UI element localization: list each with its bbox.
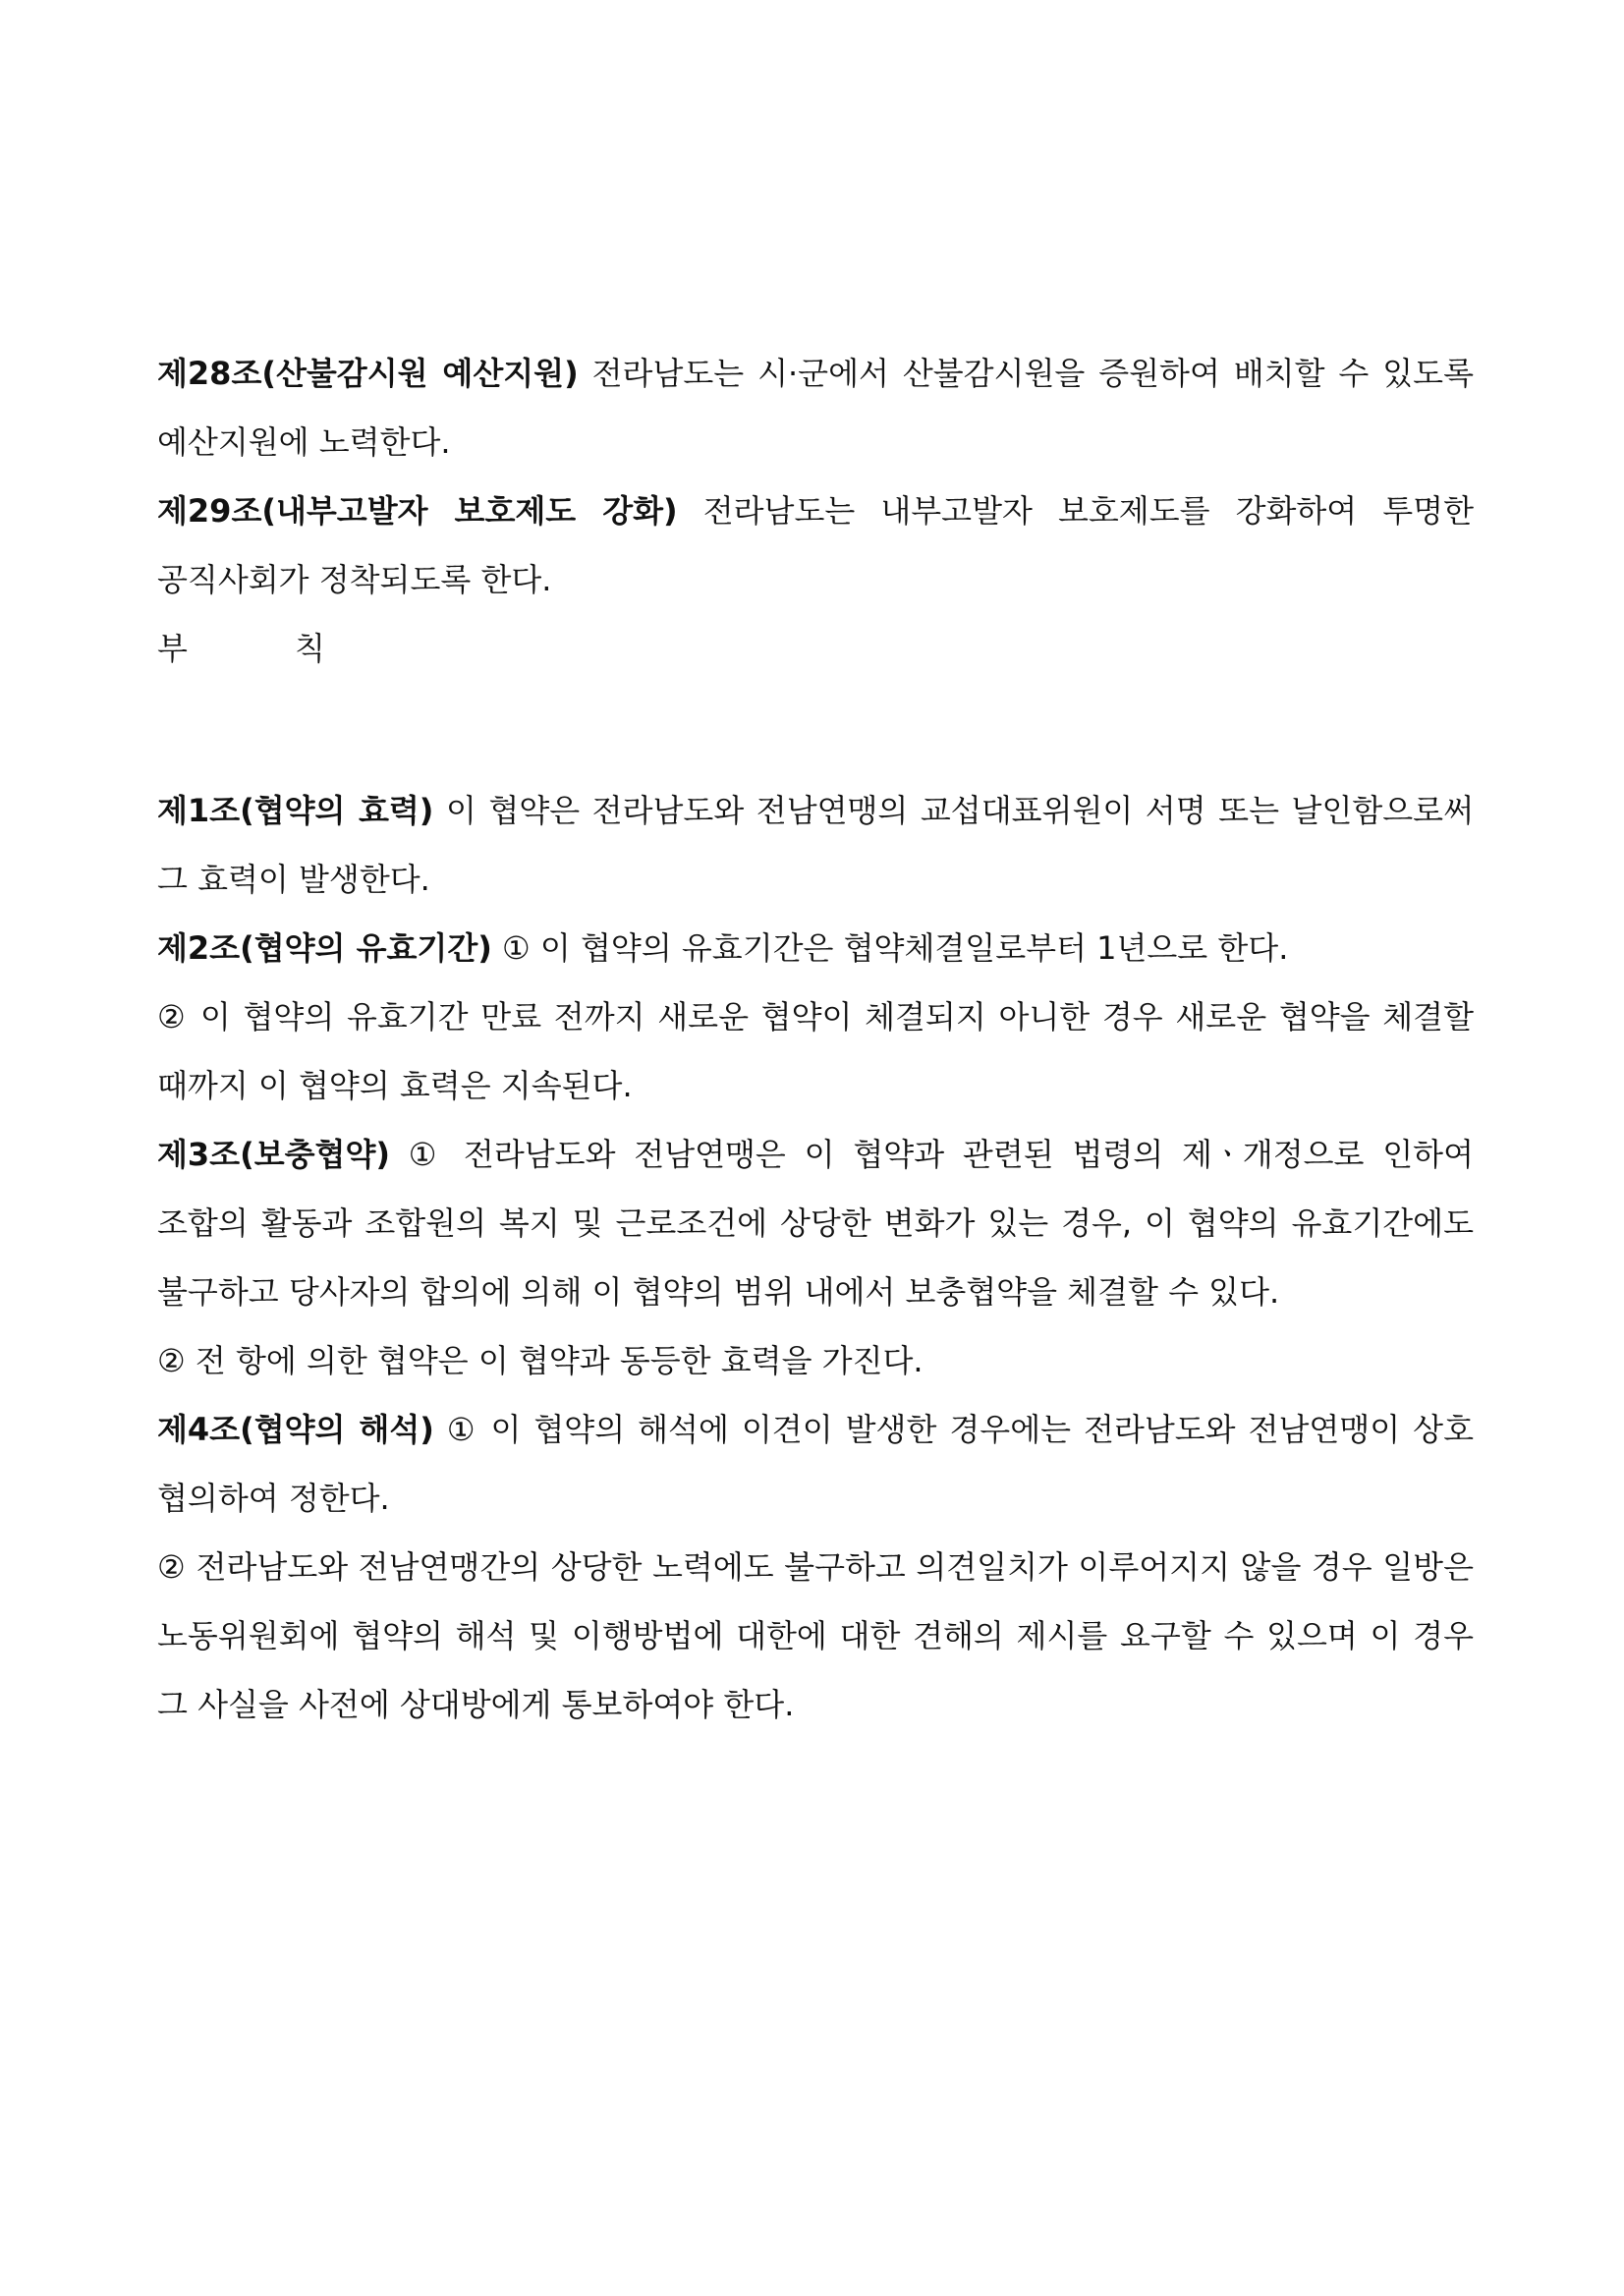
article-29 — [157, 476, 1474, 614]
article-heading: 제3조(보충협약) — [157, 1136, 390, 1173]
supplementary-article-3 — [157, 1120, 1474, 1326]
article-heading: 제4조(협약의 해석) — [157, 1411, 434, 1448]
supplementary-article-3-clause-2: ② 전 항에 의한 협약은 이 협약과 동등한 효력을 가진다. — [157, 1342, 924, 1379]
supplementary-article-4 — [157, 1395, 1474, 1533]
article-text: ① 이 협약의 해석에 이견이 발생한 경우에는 전라남도와 전남연맹이 상호 협의하여 정한다. — [157, 1411, 1474, 1517]
section-title-char-2: 칙 — [295, 630, 325, 667]
article-text: ① 전라남도와 전남연맹은 이 협약과 관련된 법령의 제ㆍ개정으로 인하여 조합의 활동과 조합원의 복지 및 근로조건에 상당한 변화가 있는 경우, 이 협약의 유효기간에도 불구하고 당사자의 합의에 의해 이 협약의 범위 내에서 보충협약을 체결할 수 있다. — [157, 1136, 1474, 1311]
document-page — [157, 339, 1474, 1739]
article-text: 이 협약은 전라남도와 전남연맹의 교섭대표위원이 서명 또는 날인함으로써 그 효력이 발생한다. — [157, 792, 1475, 898]
supplementary-article-4-clause-2: ② 전라남도와 전남연맹간의 상당한 노력에도 불구하고 의견일치가 이루어지지 않을 경우 일방은 노동위원회에 협약의 해석 및 이행방법에 대한에 대한 견해의 제시를 요구할 수 있으며 이 경우 그 사실을 사전에 상대방에게 통보하여야 한다. — [157, 1548, 1474, 1723]
supplementary-article-1 — [157, 776, 1474, 914]
article-heading: 제28조(산불감시원 예산지원) — [157, 355, 579, 392]
article-text: 전라남도는 시·군에서 산불감시원을 증원하여 배치할 수 있도록 예산지원에 노력한다. — [157, 355, 1474, 461]
article-28 — [157, 339, 1474, 476]
supplementary-article-2-clause-2: ② 이 협약의 유효기간 만료 전까지 새로운 협약이 체결되지 아니한 경우 새로운 협약을 체결할 때까지 이 협약의 효력은 지속된다. — [157, 998, 1474, 1104]
section-title-char-1: 부 — [157, 630, 188, 667]
supplementary-article-2 — [157, 914, 1474, 982]
article-heading: 제1조(협약의 효력) — [157, 792, 434, 829]
article-heading: 제29조(내부고발자 보호제도 강화) — [157, 492, 678, 530]
article-text: 전라남도는 내부고발자 보호제도를 강화하여 투명한 공직사회가 정착되도록 한다. — [157, 492, 1474, 598]
article-heading: 제2조(협약의 유효기간) — [157, 929, 492, 967]
article-text: ① 이 협약의 유효기간은 협약체결일로부터 1년으로 한다. — [491, 929, 1289, 967]
supplementary-provisions-title — [157, 614, 1474, 683]
